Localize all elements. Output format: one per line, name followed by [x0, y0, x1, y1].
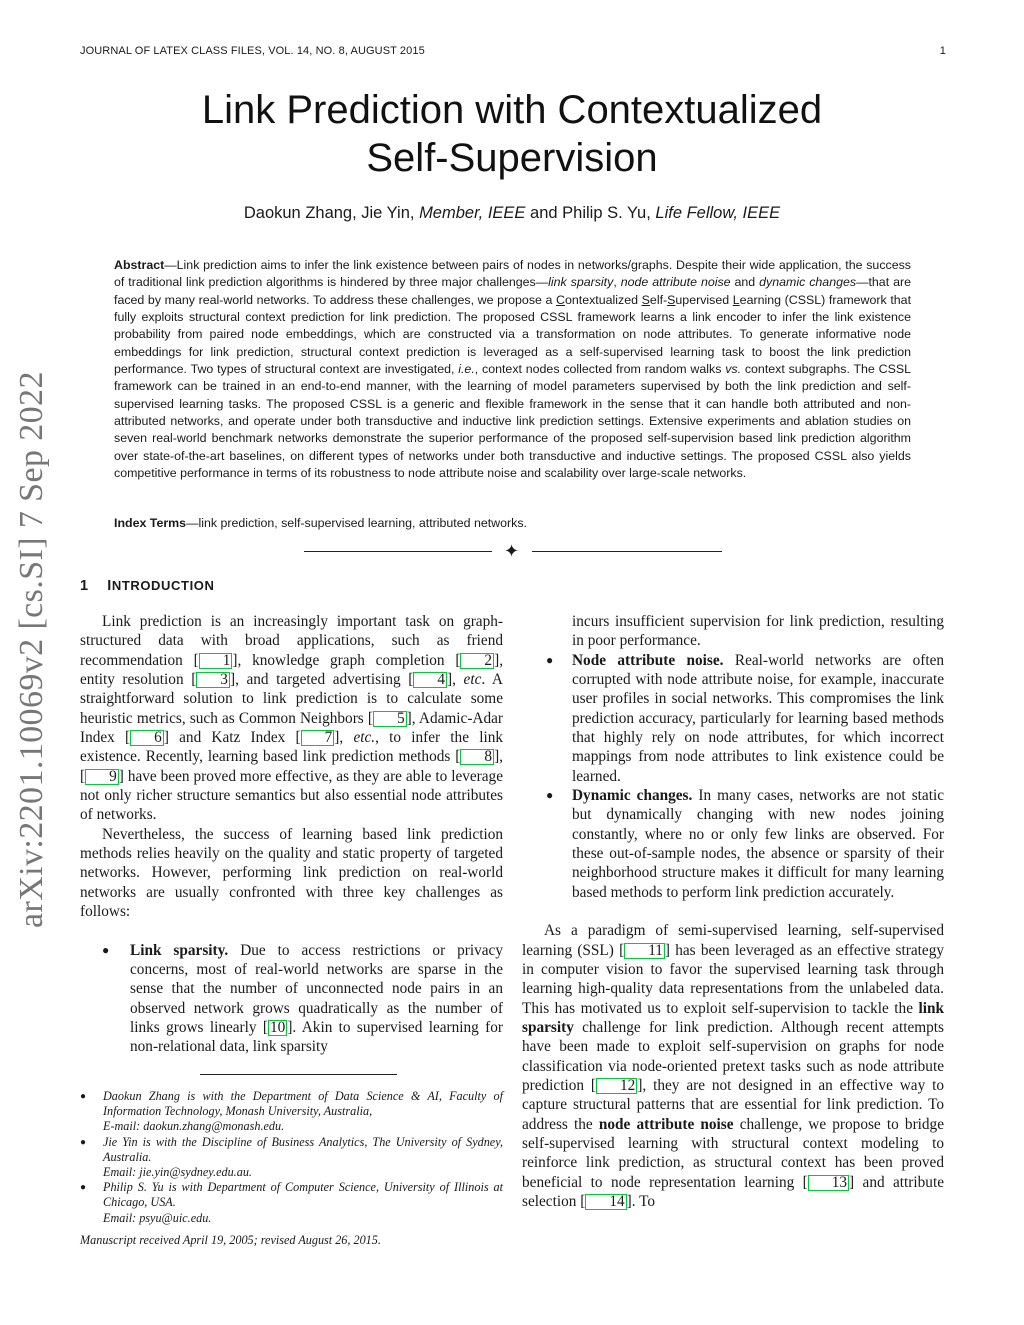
text: , knowledge graph completion: [237, 651, 456, 669]
citation-link[interactable]: 7: [301, 730, 335, 746]
citation-link[interactable]: 3: [196, 672, 230, 688]
index-terms-label: Index Terms: [114, 516, 187, 530]
running-header: [80, 45, 946, 57]
footnote-text: Daokun Zhang is with the Department of Data Science & AI, Faculty of Information Technology, Monash University, Australia,: [103, 1089, 503, 1119]
bullet-icon: ●: [546, 652, 554, 667]
section-title-initial: I: [107, 578, 112, 594]
abstract-emph: vs.: [725, 362, 742, 377]
abstract-text: (CSSL) framework that fully exploits structural context prediction for link prediction. The proposed CSSL framework learns a link encoder to infer the link existence probability from paired node embeddings, which are constructed via a transformation on node attributes. To generate informative node embeddings for link prediction, structural context prediction is leveraged as a self-supervised learning task to boost the link prediction performance. Two types of structural context are investigated,: [114, 292, 912, 377]
footnote: [80, 1180, 503, 1226]
abstract-text: elf-: [649, 292, 668, 307]
citation-link[interactable]: 5: [373, 711, 407, 727]
text: , to infer the link existence. Recently, learning based link prediction methods: [80, 729, 503, 766]
text: has been leveraged as an effective strategy in computer vision to favor the supervised learning task through learning high-quality data representations from the unlabeled data. This has motivated us to exploit self-supervision to tackle the: [522, 941, 944, 1017]
paragraph: Link prediction is an increasingly important task on graph-structured data with broad applications, such as friend recommendation [ 1 ], knowledge graph completion [ 2 ], entity resolution [ 3 ], and targeted advertising [ 4 ], etc. A straightforward solution to link prediction is to calculate some heuristic metrics, such as Common Neighbors [ 5 ], Adamic-Adar Index [ 6 ] and Katz Index [ 7 ], etc., to infer the link existence. Recently, learning based link prediction methods [ 8 ], [ 9 ] have been proved more effective, as they are able to leverage not only richer structure semantics but also essential node attributes of networks.: [80, 613, 504, 824]
footnote-text: Philip S. Yu is with Department of Computer Science, University of Illinois at Chicago, USA.: [103, 1180, 503, 1210]
text: Due to access restrictions or privacy concerns, most of real-world networks are sparse in the sense that the number of unconnected node pairs in an observed network grows quadratically as the number of links grows linearly: [130, 941, 503, 1036]
text: challenge, we propose to bridge self-supervised learning with structural context modeling to reinforce link prediction, as structural context has been proved beneficial to node representation learning: [522, 1115, 944, 1191]
citation-link[interactable]: 8: [460, 749, 494, 765]
text: ,: [499, 748, 503, 766]
citation-link[interactable]: 4: [413, 672, 447, 688]
bullet-icon: ●: [546, 788, 554, 803]
divider-star-icon: ✦: [504, 541, 520, 561]
footnote-rule: [200, 1074, 397, 1075]
text-emph: etc.: [353, 729, 376, 747]
author-names: and Philip S. Yu,: [525, 204, 656, 222]
abstract-text: , context nodes collected from random walks: [474, 362, 726, 377]
citation-link[interactable]: 1: [199, 653, 233, 669]
challenge-list-continued: [522, 612, 944, 902]
left-column: [80, 612, 503, 1057]
abstract-underline: L: [732, 292, 740, 307]
section-title-rest: NTRODUCTION: [111, 578, 215, 593]
page-number: 1: [939, 45, 946, 57]
list-item: ● Link sparsity. Due to access restrictions or privacy concerns, most of real-world networks are sparse in the sense that the number of unconnected node pairs in an observed network grows quadratically as the number of links grows linearly [ 10 ]. Akin to supervised learning for non-relational data, link sparsity: [102, 941, 503, 1056]
list-item-continued: [522, 612, 944, 651]
index-terms: [114, 516, 911, 530]
paragraph: Nevertheless, the success of learning based link prediction methods relies heavily on the quality and static property of targeted networks. However, performing link prediction on real-world networks are usually confronted with three key challenges as follows:: [80, 825, 503, 921]
text: have been proved more effective, as they are able to leverage not only richer structure semantics but also essential node attributes of networks.: [80, 767, 503, 824]
citation-link[interactable]: 6: [130, 730, 164, 746]
index-terms-text: —link prediction, self-supervised learning, attributed networks.: [186, 516, 527, 530]
text: and Katz Index: [168, 729, 296, 747]
footnote-email: Email: psyu@uic.edu.: [103, 1210, 212, 1225]
challenge-list: [80, 941, 503, 1057]
author-list: [0, 204, 1024, 223]
text: , entity resolution: [80, 651, 504, 689]
arxiv-watermark: arXiv:2201.10069v2 [cs.SI] 7 Sep 2022: [13, 371, 50, 928]
bullet-icon: ●: [80, 1091, 87, 1102]
citation-link[interactable]: 10: [270, 1018, 286, 1036]
text-emph: etc: [463, 671, 482, 689]
text: Link prediction is an increasingly important task on graph-structured data with broad applications, such as friend recommendation: [80, 613, 503, 669]
divider-line-left: [304, 551, 492, 552]
list-item: [522, 651, 944, 786]
list-item-title: Dynamic changes.: [572, 787, 693, 805]
abstract-text: —that are faced by many real-world networks. To address these challenges, we propose a: [114, 275, 911, 307]
text: and attribute selection: [522, 1173, 944, 1210]
list-item: [522, 786, 944, 902]
text-bold: node attribute noise: [598, 1115, 734, 1133]
abstract-text: upervised: [675, 292, 733, 307]
abstract-underline: C: [556, 292, 565, 307]
footnote: [80, 1135, 503, 1181]
section-number: 1: [80, 578, 89, 594]
paragraph: As a paradigm of semi-supervised learning, self-supervised learning (SSL) [ 11 ] has been leveraged as an effective strategy in computer vision to favor the supervised learning task through learning high-quality data representations from the unlabeled data. This has motivated us to exploit self-supervision to tackle the link sparsity challenge for link prediction. Although recent attempts have been made to exploit self-supervision on graphs for node classification via node-oriented pretext tasks such as node attribute prediction [ 12 ], they are not designed in an effective way to capture structural patterns that are essential for link prediction. To address the node attribute noise challenge, we propose to bridge self-supervised learning with structural context modeling to reinforce link prediction, as structural context has been proved beneficial to node representation learning [ 13 ] and attribute selection [ 14 ]. To: [522, 922, 944, 1210]
abstract-emph: dynamic changes: [759, 275, 857, 290]
text: . A straightforward solution to link prediction is to calculate some heuristic metrics, such as Common Neighbors: [80, 671, 503, 727]
abstract-label: Abstract: [114, 258, 165, 272]
footnote-email: E-mail: daokun.zhang@monash.edu.: [103, 1119, 285, 1134]
citation-link[interactable]: 2: [460, 653, 494, 669]
footnote: [80, 1089, 503, 1135]
journal-name: JOURNAL OF LATEX CLASS FILES, VOL. 14, NO. 8, AUGUST 2015: [80, 45, 425, 57]
citation-link[interactable]: 11: [624, 943, 665, 959]
section-heading: [80, 578, 214, 594]
text: incurs insufficient supervision for link prediction, resulting in poor performance.: [572, 613, 944, 650]
right-column: [522, 612, 944, 1211]
text: , they are not designed in an effective way to capture structural patterns that are essential for link prediction. To address the: [522, 1076, 944, 1133]
abstract-underline: S: [641, 292, 650, 307]
text: In many cases, networks are not static but dynamically changing with new nodes joining constantly, where no or only few links are observed. For these out-of-sample nodes, the absence or sparsity of their neighborhood structure makes it difficult for many learning based methods to perform link prediction accurately.: [572, 787, 944, 901]
abstract-emph: i.e.: [458, 362, 475, 377]
abstract-underline: S: [667, 292, 676, 307]
abstract: [114, 257, 911, 482]
paper-title: [0, 86, 1024, 182]
citation-link[interactable]: 14: [585, 1194, 626, 1210]
citation-link[interactable]: 12: [596, 1078, 637, 1094]
list-item-title: Link sparsity.: [130, 941, 229, 959]
author-role: Member, IEEE: [419, 204, 526, 222]
abstract-text: —Link prediction aims to infer the link existence between pairs of nodes in networks/graphs. Despite their wide application, the success of traditional link prediction algorithms is hindered by three major challenges—: [114, 258, 911, 290]
text: , and targeted advertising: [235, 671, 409, 689]
title-line-2: Self-Supervision: [366, 136, 658, 180]
citation-link[interactable]: 13: [808, 1175, 849, 1191]
text: . To: [631, 1192, 656, 1210]
text: ,: [339, 729, 354, 747]
text: . Akin to supervised learning for non-relational data, link sparsity: [130, 1018, 503, 1056]
text: challenge for link prediction. Although recent attempts have been made to exploit self-supervision on graphs for node classification via node-oriented pretext tasks such as node attribute prediction: [522, 1018, 944, 1094]
author-names: Daokun Zhang, Jie Yin,: [243, 204, 420, 222]
author-role: Life Fellow, IEEE: [655, 204, 781, 222]
footnote-text: Jie Yin is with the Discipline of Business Analytics, The University of Sydney, Australia.: [103, 1134, 503, 1164]
text: ,: [452, 671, 464, 689]
abstract-emph: node attribute noise: [620, 275, 731, 290]
abstract-text: and: [730, 275, 760, 290]
abstract-emph: link sparsity: [548, 275, 614, 290]
list-item-title: Node attribute noise.: [572, 651, 724, 669]
manuscript-note: Manuscript received April 19, 2005; revised August 26, 2015.: [80, 1233, 381, 1247]
abstract-text: earning: [739, 292, 782, 307]
divider-line-right: [532, 551, 722, 552]
abstract-text: context subgraphs. The CSSL framework can be trained in an end-to-end manner, with the learning of model parameters supervised by both the link prediction and self-supervised learning tasks. The proposed CSSL is a generic and flexible framework in the sense that it can handle both attributed and non-attributed networks, and operate under both transductive and inductive link prediction settings. Extensive experiments and ablation studies on seven real-world benchmark networks demonstrate the superior performance of the proposed self-supervision based link prediction algorithm over state-of-the-art baselines, on different types of networks under both transductive and inductive settings. The proposed CSSL also yields competitive performance in terms of its robustness to node attribute noise and scalability over large-scale networks.: [114, 362, 911, 481]
text: As a paradigm of semi-supervised learning, self-supervised learning (SSL): [522, 922, 944, 959]
citation-link[interactable]: 9: [85, 769, 119, 785]
title-line-1: Link Prediction with Contextualized: [201, 88, 823, 132]
abstract-text: ontextualized: [565, 292, 642, 307]
footnotes: [80, 1089, 503, 1226]
text: Real-world networks are often corrupted with node attribute noise, for example, inaccurate user profiles in social networks. This compromises the link prediction accuracy, particularly for learning based methods that highly rely on node attributes, for which incorrect mappings from node attributes to link existence could be learned.: [572, 651, 945, 785]
text: , Adamic-Adar Index: [80, 709, 503, 747]
abstract-text: ,: [613, 275, 621, 290]
text-bold: link sparsity: [522, 999, 944, 1036]
bullet-icon: ●: [80, 1182, 87, 1194]
bullet-icon: ●: [80, 1136, 87, 1148]
bullet-icon: ●: [102, 942, 110, 957]
footnote-email: Email: jie.yin@sydney.edu.au.: [103, 1165, 252, 1180]
